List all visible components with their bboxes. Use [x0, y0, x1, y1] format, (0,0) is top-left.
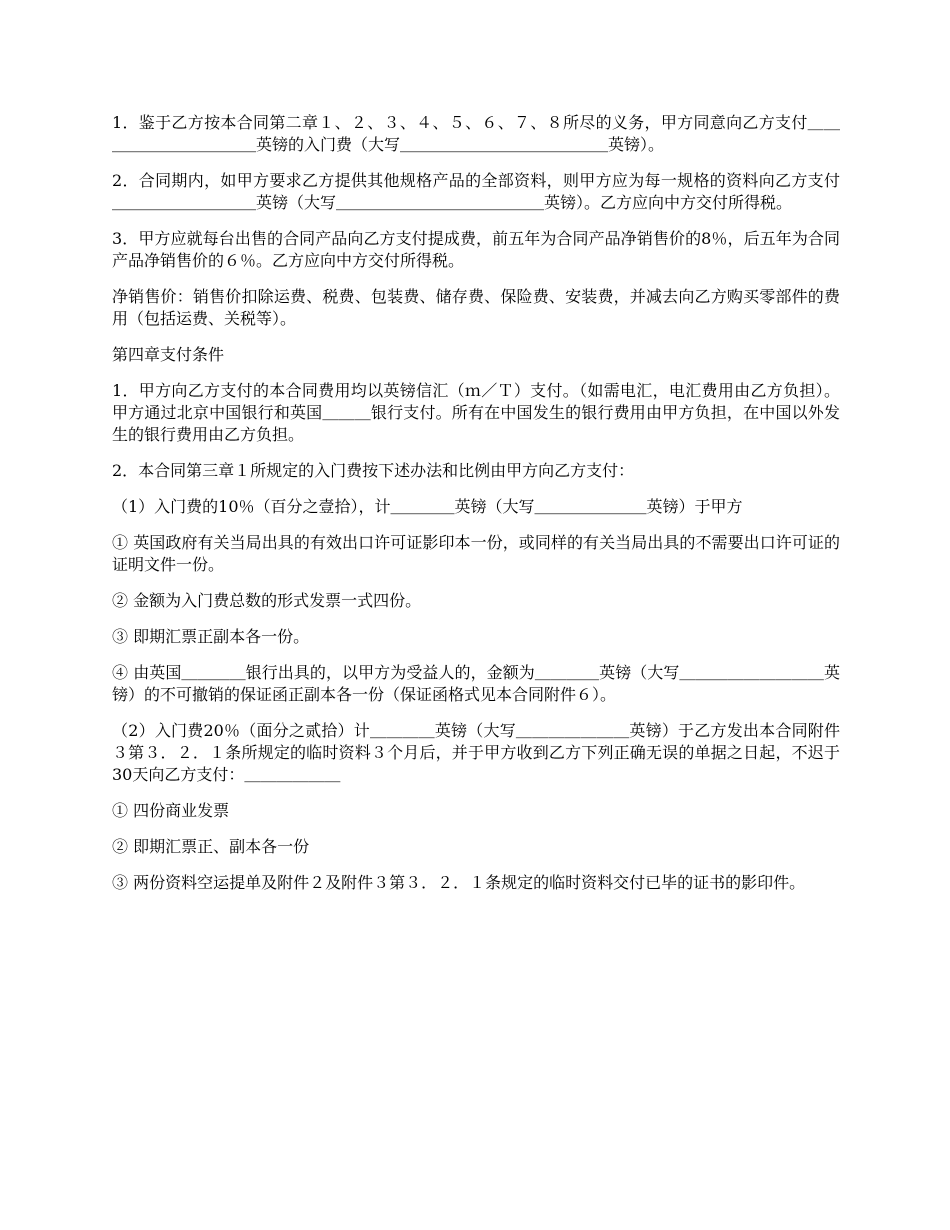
- document-item-1: ① 英国政府有关当局出具的有效出口许可证影印本一份，或同样的有关当局出具的不需要出口许可证的证明文件一份。: [112, 533, 840, 574]
- document-item-4: ④ 由英国＿＿＿＿银行出具的，以甲方为受益人的，金额为＿＿＿＿英镑（大写＿＿＿＿＿＿＿＿＿英镑）的不可撤销的保证函正副本各一份（保证函格式见本合同附件６）。: [112, 663, 840, 704]
- clause-entry-fee: 1．鉴于乙方按本合同第二章１、２、３、４、５、６、７、８所尽的义务，甲方同意向乙方支付＿＿＿＿＿＿＿＿＿＿＿英镑的入门费（大写＿＿＿＿＿＿＿＿＿＿＿＿＿英镑）。: [112, 113, 840, 154]
- clause-payment-method: 1．甲方向乙方支付的本合同费用均以英镑信汇（ｍ／Ｔ）支付。（如需电汇，电汇费用由乙方负担）。甲方通过北京中国银行和英国＿＿＿银行支付。所有在中国发生的银行费用由甲方负担，在中国以外发生的银行费用由乙方负担。: [112, 381, 840, 444]
- clause-royalty: 3．甲方应就每台出售的合同产品向乙方支付提成费，前五年为合同产品净销售价的8％，后五年为合同产品净销售价的６％。乙方应向中方交付所得税。: [112, 229, 840, 270]
- clause-payment-schedule: 2．本合同第三章１所规定的入门费按下述办法和比例由甲方向乙方支付：: [112, 461, 635, 480]
- clause-other-specs: 2．合同期内，如甲方要求乙方提供其他规格产品的全部资料，则甲方应为每一规格的资料向乙方支付＿＿＿＿＿＿＿＿＿英镑（大写＿＿＿＿＿＿＿＿＿＿＿＿＿英镑）。乙方应向中方交付所得税。: [112, 171, 840, 212]
- installment-1: （1）入门费的10％（百分之壹拾），计＿＿＿＿英镑（大写＿＿＿＿＿＿＿英镑）于甲方: [112, 497, 743, 516]
- document-item-3: ③ 即期汇票正副本各一份。: [112, 627, 310, 646]
- installment-2: （2）入门费20％（面分之贰拾）计＿＿＿＿英镑（大写＿＿＿＿＿＿＿英镑）于乙方发出本合同附件３第３．２．１条所规定的临时资料３个月后，并于甲方收到乙方下列正确无误的单据之日起，不迟于30天向乙方支付：＿＿＿＿＿＿: [112, 721, 840, 784]
- chapter-heading: 第四章支付条件: [112, 345, 225, 364]
- document-page: [112, 112, 840, 908]
- definition-net-price: 净销售价：销售价扣除运费、税费、包装费、储存费、保险费、安装费，并减去向乙方购买零部件的费用（包括运费、关税等）。: [112, 287, 840, 328]
- document-item-6: ② 即期汇票正、副本各一份: [112, 837, 310, 856]
- document-item-7: ③ 两份资料空运提单及附件２及附件３第３．２．１条规定的临时资料交付已毕的证书的影印件。: [112, 873, 806, 892]
- document-item-2: ② 金额为入门费总数的形式发票一式四份。: [112, 591, 422, 610]
- document-item-5: ① 四份商业发票: [112, 801, 230, 820]
